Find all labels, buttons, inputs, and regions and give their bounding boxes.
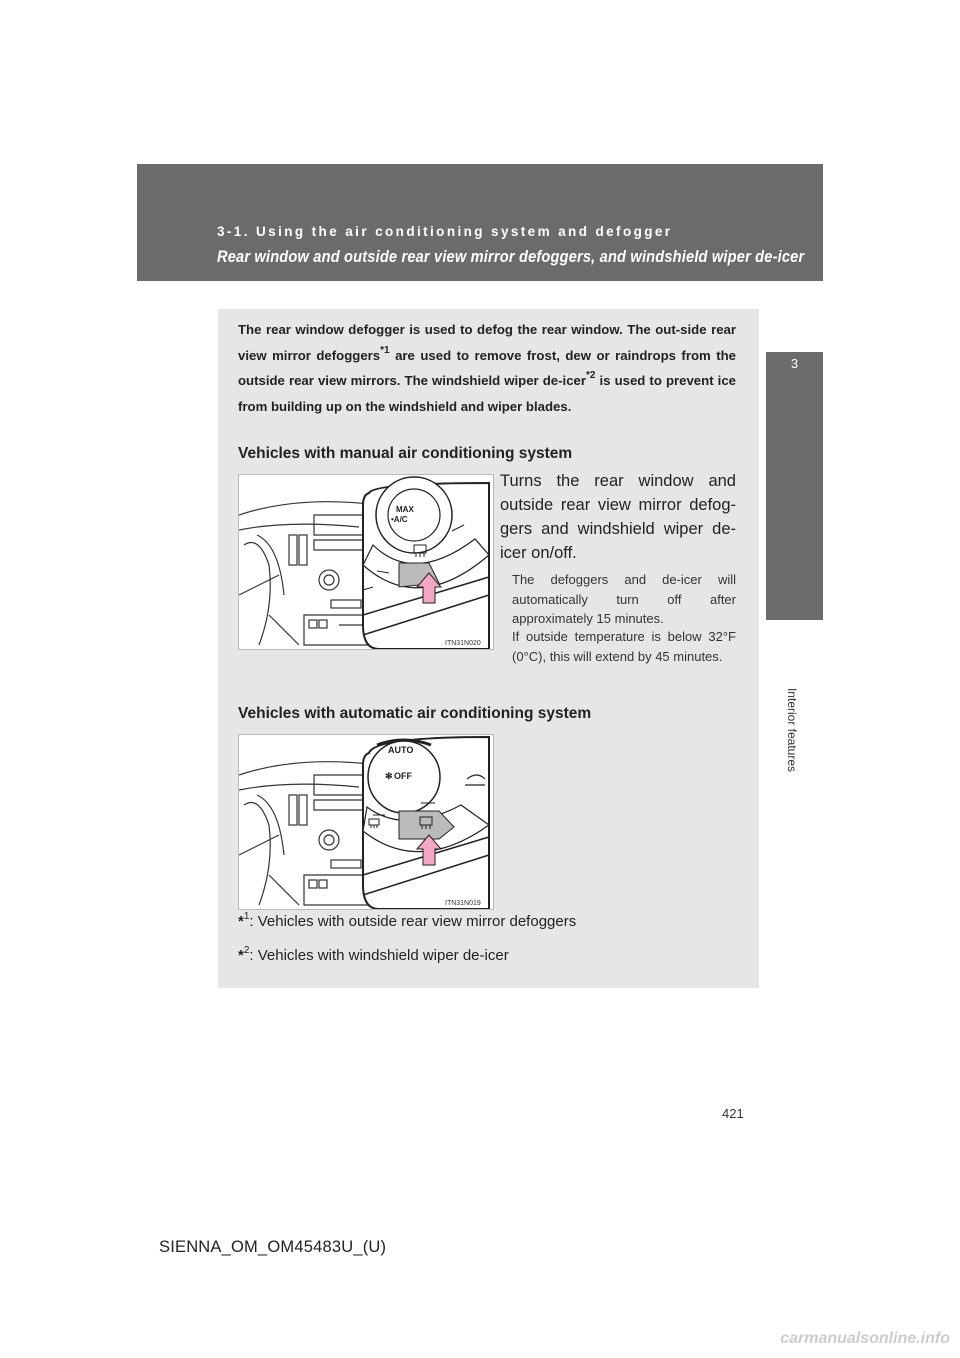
intro-text-1: The rear window defogger is used to defog the rear window. The out-side rear view mirror defoggers — [238, 322, 736, 363]
content-box — [218, 309, 759, 988]
fan-off-icon: ✻ — [385, 771, 393, 781]
off-label: OFF — [394, 771, 412, 781]
footnote-text: : Vehicles with windshield wiper de-icer — [249, 947, 509, 964]
figure-code: ITN31N019 — [445, 900, 481, 907]
auto-label: AUTO — [388, 745, 414, 755]
chapter-tab — [766, 352, 823, 620]
footnote-ref-2: *2 — [586, 370, 596, 381]
page-subtitle: Rear window and outside rear view mirror defoggers, and windshield wiper de-icer — [217, 247, 805, 266]
ac-label: •A/C — [391, 515, 408, 524]
manual-ac-illustration — [238, 474, 494, 650]
manual-ac-heading: Vehicles with manual air conditioning system — [238, 445, 573, 462]
section-title: 3-1. Using the air conditioning system and defogger — [217, 224, 673, 239]
footnote-ref-1: *1 — [380, 344, 390, 356]
footnote-2 — [238, 947, 509, 964]
document-code: SIENNA_OM_OM45483U_(U) — [159, 1238, 387, 1256]
max-label: MAX — [396, 505, 414, 514]
footnote-1 — [238, 913, 576, 930]
footnote-mark: * — [238, 947, 244, 964]
intro-text-3: is used to prevent ice from building up on the windshield and wiper blades. — [238, 373, 736, 414]
page-number: 421 — [722, 1106, 744, 1121]
chapter-label: Interior features — [785, 687, 799, 773]
footnote-mark: * — [238, 913, 244, 930]
footnote-text: : Vehicles with outside rear view mirror defoggers — [249, 913, 577, 930]
chapter-number: 3 — [790, 356, 799, 371]
watermark: carmanualsonline.info — [780, 1330, 950, 1347]
intro-text-2: are used to remove frost, dew or raindrops from the outside rear view mirrors. The windshield wiper de-icer — [238, 347, 736, 388]
footnote-number: 1 — [243, 911, 250, 922]
auto-ac-heading: Vehicles with automatic air conditioning system — [238, 705, 592, 722]
auto-ac-illustration — [238, 734, 494, 910]
footnote-number: 2 — [243, 945, 250, 956]
page-header — [137, 164, 823, 281]
temperature-note: If outside temperature is below 32°F (0°C), this will extend by 45 minutes. — [512, 629, 736, 664]
defogger-description: Turns the rear window and outside rear view mirror defog-gers and windshield wiper de-icer on/off. — [500, 472, 736, 562]
auto-off-note: The defoggers and de-icer will automatically turn off after approximately 15 minutes. — [512, 572, 736, 626]
intro-paragraph — [238, 317, 736, 419]
figure-code: ITN31N020 — [445, 640, 481, 647]
